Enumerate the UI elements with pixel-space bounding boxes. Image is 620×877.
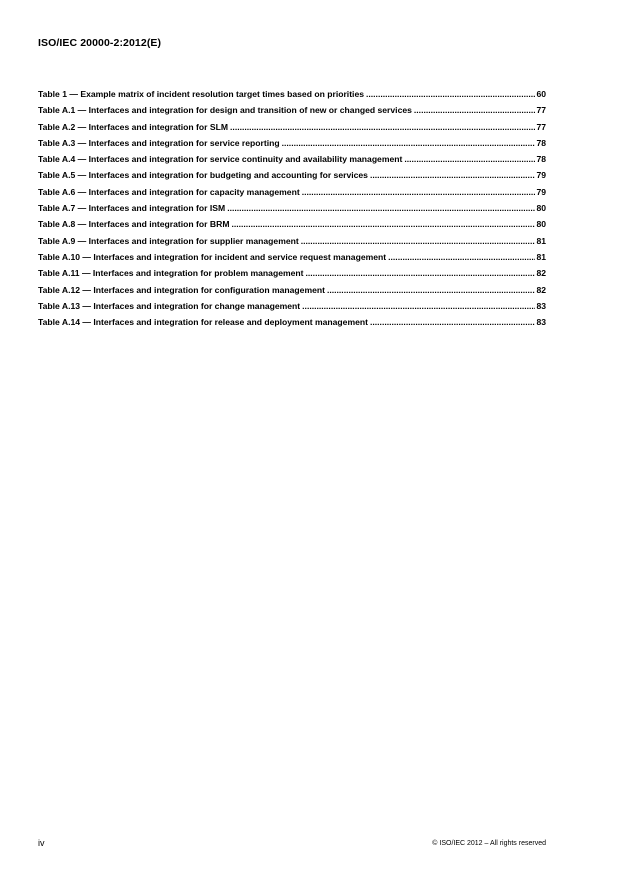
toc-entry-page: 78 [536, 154, 546, 165]
toc-entry[interactable] [38, 236, 546, 252]
toc-entry-title: Table A.6 — Interfaces and integration for capacity management [38, 186, 300, 197]
toc-entry-page: 60 [536, 89, 546, 99]
toc-entry-page: 81 [536, 235, 546, 246]
toc-entry-page: 78 [536, 137, 546, 148]
toc-entry-title: Table A.3 — Interfaces and integration for service reporting [38, 137, 280, 148]
toc-entry-page: 80 [536, 203, 546, 214]
toc-dot-leader [327, 285, 535, 295]
toc-entry[interactable] [38, 301, 546, 317]
toc-dot-leader [302, 187, 536, 197]
toc-entry-page: 81 [536, 251, 546, 262]
toc-dot-leader [230, 122, 535, 132]
toc-entry-title: Table A.7 — Interfaces and integration for ISM [38, 203, 226, 214]
toc-entry[interactable] [38, 285, 546, 301]
toc-dot-leader [306, 268, 536, 278]
toc-entry-page: 82 [536, 284, 546, 295]
toc-entry-page: 83 [536, 300, 546, 311]
toc-entry-title: Table A.4 — Interfaces and integration for service continuity and availability management [38, 154, 403, 165]
toc-dot-leader [388, 252, 535, 262]
list-of-tables [38, 89, 546, 333]
toc-entry-page: 77 [536, 121, 546, 132]
toc-entry-page: 82 [536, 268, 546, 279]
toc-entry[interactable] [38, 154, 546, 170]
toc-entry-title: Table A.10 — Interfaces and integration for incident and service request management [38, 251, 387, 262]
page-number: iv [38, 838, 45, 848]
toc-entry[interactable] [38, 219, 546, 235]
toc-dot-leader [231, 219, 535, 229]
copyright-notice: © ISO/IEC 2012 – All rights reserved [432, 840, 546, 847]
document-id-header: ISO/IEC 20000-2:2012(E) [38, 37, 162, 49]
toc-entry-page: 79 [536, 186, 546, 197]
toc-dot-leader [302, 301, 535, 311]
toc-entry[interactable] [38, 122, 546, 138]
toc-entry[interactable] [38, 105, 546, 121]
toc-dot-leader [282, 138, 536, 148]
toc-entry[interactable] [38, 268, 546, 284]
toc-entry-title: Table A.13 — Interfaces and integration for change management [38, 300, 301, 311]
toc-entry[interactable] [38, 89, 546, 105]
toc-entry-title: Table A.14 — Interfaces and integration for release and deployment management [38, 317, 368, 328]
toc-entry[interactable] [38, 138, 546, 154]
toc-entry-title: Table A.12 — Interfaces and integration for configuration management [38, 284, 325, 295]
toc-entry-title: Table A.2 — Interfaces and integration for SLM [38, 121, 229, 132]
toc-entry[interactable] [38, 203, 546, 219]
toc-entry[interactable] [38, 170, 546, 186]
toc-entry-page: 80 [536, 219, 546, 230]
toc-entry-title: Table A.8 — Interfaces and integration for BRM [38, 219, 230, 230]
toc-dot-leader [301, 236, 536, 246]
toc-dot-leader [414, 105, 536, 115]
toc-entry[interactable] [38, 317, 546, 333]
toc-dot-leader [404, 154, 535, 164]
toc-entry-title: Table A.5 — Interfaces and integration for budgeting and accounting for services [38, 170, 368, 181]
toc-entry-title: Table A.11 — Interfaces and integration for problem management [38, 268, 304, 279]
toc-entry-title: Table A.9 — Interfaces and integration for supplier management [38, 235, 299, 246]
toc-dot-leader [370, 317, 535, 327]
toc-entry[interactable] [38, 252, 546, 268]
toc-entry-page: 79 [536, 170, 546, 181]
toc-entry-page: 77 [536, 105, 546, 116]
toc-entry-title: Table A.1 — Interfaces and integration for design and transition of new or changed services [38, 105, 412, 116]
toc-entry-title: Table 1 — Example matrix of incident resolution target times based on priorities [38, 89, 364, 99]
toc-dot-leader [227, 203, 535, 213]
toc-dot-leader [370, 170, 535, 180]
toc-entry[interactable] [38, 187, 546, 203]
toc-entry-page: 83 [536, 317, 546, 328]
toc-dot-leader [366, 89, 535, 99]
